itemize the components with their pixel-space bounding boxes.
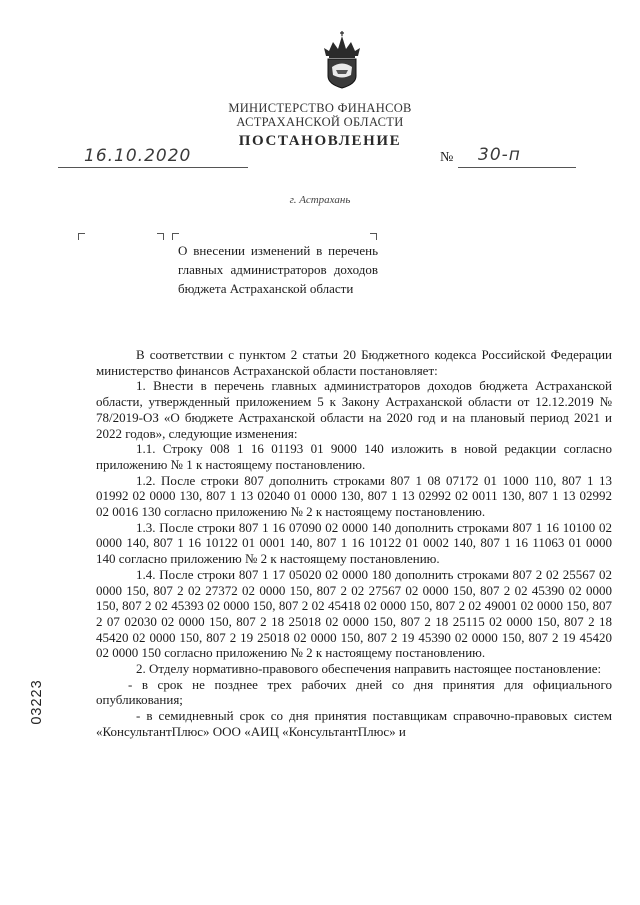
preamble-paragraph: В соответствии с пунктом 2 статьи 20 Бюджетного кодекса Российской Федерации министерство финансов Астраханской области постановляет: — [96, 347, 612, 378]
number-value: 30-п — [478, 145, 521, 165]
document-body — [96, 347, 612, 740]
paragraph-1-1: 1.1. Строку 008 1 16 01193 01 9000 140 изложить в новой редакции согласно приложению № 1 к настоящему постановлению. — [96, 441, 612, 472]
paragraph-2: 2. Отделу нормативно-правового обеспечения направить настоящее постановление: — [136, 661, 602, 677]
paragraph-1-2: 1.2. После строки 807 дополнить строками 807 1 08 07172 01 1000 110, 807 1 13 01992 02 0000 130, 807 1 13 02040 01 0000 130, 807 1 13 02992 02 0011 130, 807 1 13 02992 02 0016 130 согласно приложению № 2 к настоящему постановлению. — [96, 472, 612, 520]
list-item-legal-systems: - в семидневный срок со дня принятия поставщикам справочно-правовых систем «КонсультантПлюс» ООО «АИЦ «КонсультантПлюс» и — [96, 708, 612, 739]
paragraph-1: 1. Внести в перечень главных администраторов доходов бюджета Астраханской области, утвержденный приложением 5 к Закону Астраханской области от 12.12.2019 № 78/2019-ОЗ «О бюджете Астраханской области на 2020 год и на плановый период 2021 и 2022 годов», следующие изменения: — [96, 378, 612, 441]
document-type-title: ПОСТАНОВЛЕНИЕ — [238, 133, 402, 149]
bracket-corner-top-right — [157, 233, 164, 240]
bracket-corner-subject-left — [172, 233, 179, 240]
city-label: г. Астрахань — [289, 194, 351, 206]
coat-of-arms-emblem — [320, 22, 364, 90]
ministry-name-line-2: АСТРАХАНСКОЙ ОБЛАСТИ — [236, 115, 404, 129]
bracket-corner-top-left — [78, 233, 85, 240]
date-value: 16.10.2020 — [84, 146, 192, 166]
side-registration-code: 03223 — [29, 679, 45, 725]
date-field — [58, 145, 248, 168]
number-field — [458, 145, 576, 168]
number-sign: № — [440, 150, 454, 165]
ministry-name-line-1: МИНИСТЕРСТВО ФИНАНСОВ — [228, 101, 412, 115]
paragraph-1-3: 1.3. После строки 807 1 16 07090 02 0000 140 дополнить строками 807 1 16 10100 02 0000 140, 807 1 16 10122 01 0001 140, 807 1 16 10122 01 0002 140, 807 1 16 11063 01 0000 140 согласно приложению № 2 к настоящему постановлению. — [96, 519, 612, 567]
paragraph-1-4: 1.4. После строки 807 1 17 05020 02 0000 180 дополнить строками 807 2 02 25567 02 0000 150, 807 2 02 27372 02 0000 150, 807 2 02 27567 02 0000 150, 807 2 02 45390 02 0000 150, 807 2 02 45393 02 0000 150, 807 2 02 45418 02 0000 150, 807 2 02 49001 02 0000 150, 807 2 07 02030 02 0000 150, 807 2 18 25018 02 0000 150, 807 2 18 25115 02 0000 150, 807 2 18 45420 02 0000 150, 807 2 19 25018 02 0000 150, 807 2 19 45390 02 0000 150, 807 2 19 45420 02 0000 150 согласно приложению № 2 к настоящему постановлению. — [96, 566, 612, 661]
list-item-publication: - в срок не позднее трех рабочих дней со дня принятия для официального опубликования; — [96, 676, 612, 708]
bracket-corner-subject-right — [370, 233, 377, 240]
document-subject: О внесении изменений в перечень главных администраторов доходов бюджета Астраханской области — [178, 243, 378, 296]
